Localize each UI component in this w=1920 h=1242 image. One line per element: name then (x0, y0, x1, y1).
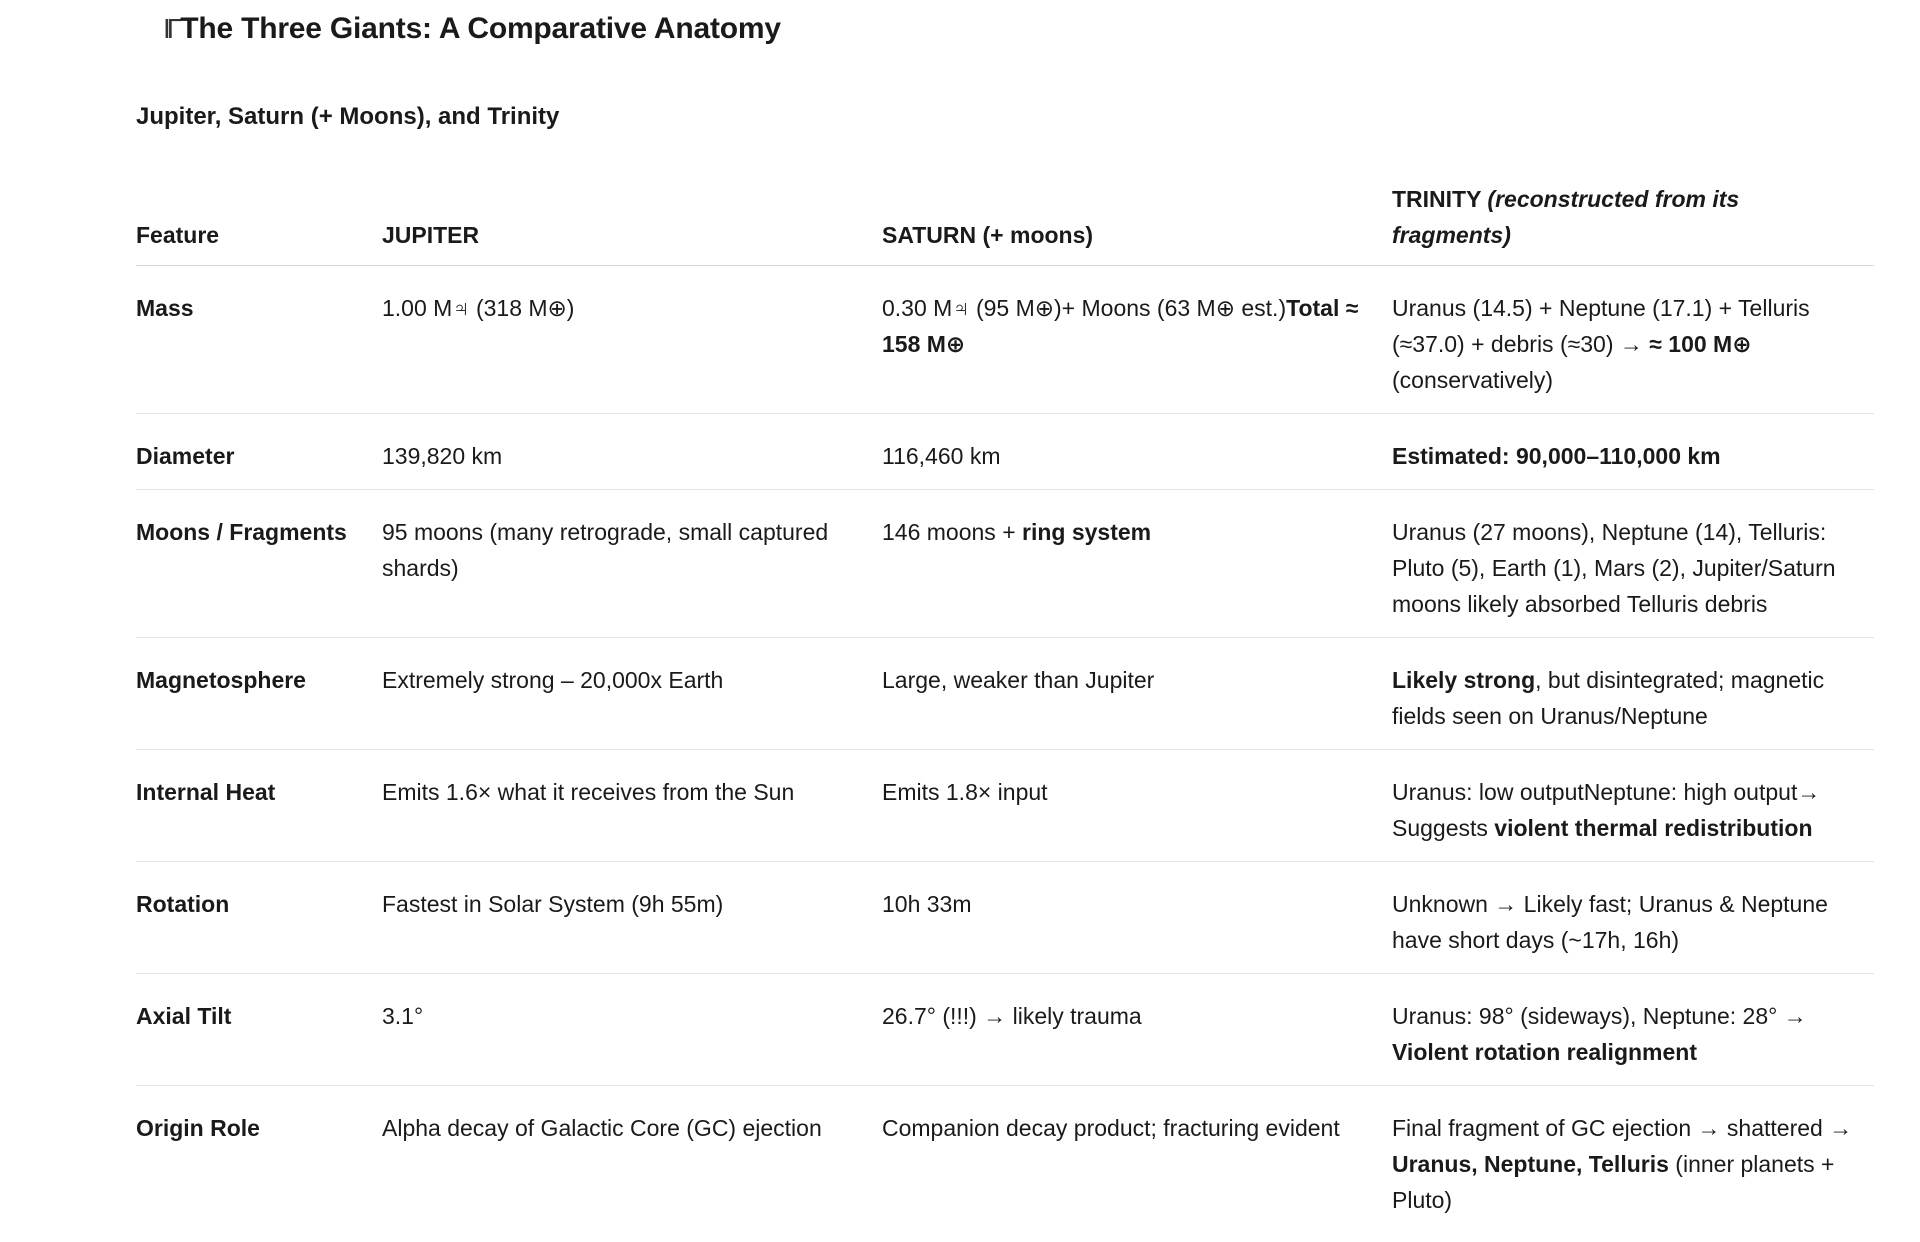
trinity-cell (1392, 414, 1874, 490)
trinity-text-end: (conservatively) (1392, 367, 1554, 393)
table-row (136, 1086, 1874, 1234)
jupiter-cell: Fastest in Solar System (9h 55m) (382, 862, 882, 974)
trinity-text: Uranus (14.5) + Neptune (17.1) + Telluris (≈37.0) + debris (≈30) → (1392, 295, 1810, 357)
table-row (136, 974, 1874, 1086)
title-mark-icon: ΙΓ (163, 13, 179, 44)
saturn-cell (882, 266, 1392, 414)
saturn-bold: Total ≈ 158 M⊕ (882, 295, 1359, 357)
saturn-bold: ring system (1022, 519, 1152, 545)
trinity-text: , but disintegrated; magnetic fields seen on Uranus/Neptune (1392, 667, 1825, 729)
trinity-cell: Unknown → Likely fast; Uranus & Neptune have short days (~17h, 16h) (1392, 862, 1874, 974)
feature-cell: Moons / Fragments (136, 490, 382, 638)
jupiter-cell: Alpha decay of Galactic Core (GC) ejection (382, 1115, 822, 1141)
trinity-bold: Estimated: 90,000–110,000 km (1392, 443, 1721, 469)
trinity-text: Final fragment of GC ejection → shattered → (1392, 1115, 1853, 1141)
page-title (163, 12, 781, 46)
feature-cell: Internal Heat (136, 750, 382, 862)
header-trinity-note: (reconstructed from its fragments) (1392, 186, 1740, 248)
trinity-bold: Violent rotation realignment (1392, 1039, 1697, 1065)
header-trinity (1392, 165, 1874, 266)
jupiter-cell: 139,820 km (382, 414, 882, 490)
table-row (136, 638, 1874, 750)
feature-cell: Rotation (136, 862, 382, 974)
feature-cell: Origin Role (136, 1115, 260, 1141)
table-row (136, 862, 1874, 974)
trinity-cell (1392, 750, 1874, 862)
trinity-cell (1392, 266, 1874, 414)
jupiter-cell: Emits 1.6× what it receives from the Sun (382, 750, 882, 862)
header-feature: Feature (136, 165, 382, 266)
jupiter-cell: 3.1° (382, 974, 882, 1086)
table-row (136, 490, 1874, 638)
header-jupiter: JUPITER (382, 165, 882, 266)
trinity-text-end: (inner planets + Pluto) (1392, 1151, 1835, 1213)
feature-cell: Magnetosphere (136, 638, 382, 750)
trinity-bold: Likely strong (1392, 667, 1536, 693)
saturn-cell: 10h 33m (882, 862, 1392, 974)
saturn-cell (882, 490, 1392, 638)
saturn-text: 146 moons + (882, 519, 1023, 545)
header-saturn: SATURN (+ moons) (882, 165, 1392, 266)
feature-cell: Diameter (136, 414, 382, 490)
trinity-bold: violent thermal redistribution (1494, 815, 1813, 841)
trinity-cell: Uranus (27 moons), Neptune (14), Telluris: Pluto (5), Earth (1), Mars (2), Jupiter/Saturn moons likely absorbed Telluris debris (1392, 490, 1874, 638)
jupiter-cell: 1.00 M♃ (318 M⊕) (382, 266, 882, 414)
saturn-text: 0.30 M♃ (95 M⊕)+ Moons (63 M⊕ est.) (882, 295, 1287, 321)
feature-cell: Mass (136, 266, 382, 414)
trinity-text: Uranus: low outputNeptune: high output→ Suggests (1392, 779, 1821, 841)
jupiter-cell: 95 moons (many retrograde, small captured shards) (382, 490, 882, 638)
header-trinity-main: TRINITY (1392, 186, 1488, 212)
comparison-table-wrapper (136, 165, 1874, 1233)
trinity-text: Uranus: 98° (sideways), Neptune: 28° → (1392, 1003, 1807, 1029)
saturn-cell: 26.7° (!!!) → likely trauma (882, 974, 1392, 1086)
trinity-bold: Uranus, Neptune, Telluris (1392, 1151, 1669, 1177)
feature-cell: Axial Tilt (136, 974, 382, 1086)
table-row (136, 750, 1874, 862)
saturn-cell: 116,460 km (882, 414, 1392, 490)
table-header-row (136, 165, 1874, 266)
subtitle: Jupiter, Saturn (+ Moons), and Trinity (136, 103, 560, 130)
trinity-cell (1392, 974, 1874, 1086)
saturn-cell: Emits 1.8× input (882, 750, 1392, 862)
table-row (136, 414, 1874, 490)
comparison-table (136, 165, 1874, 1233)
saturn-cell: Large, weaker than Jupiter (882, 638, 1392, 750)
trinity-cell (1392, 638, 1874, 750)
jupiter-cell: Extremely strong – 20,000x Earth (382, 638, 882, 750)
saturn-cell: Companion decay product; fracturing evident (882, 1115, 1340, 1141)
trinity-cell (1392, 1086, 1874, 1234)
page-title-text: The Three Giants: A Comparative Anatomy (180, 12, 781, 45)
table-row (136, 266, 1874, 414)
trinity-bold: ≈ 100 M⊕ (1649, 331, 1752, 357)
